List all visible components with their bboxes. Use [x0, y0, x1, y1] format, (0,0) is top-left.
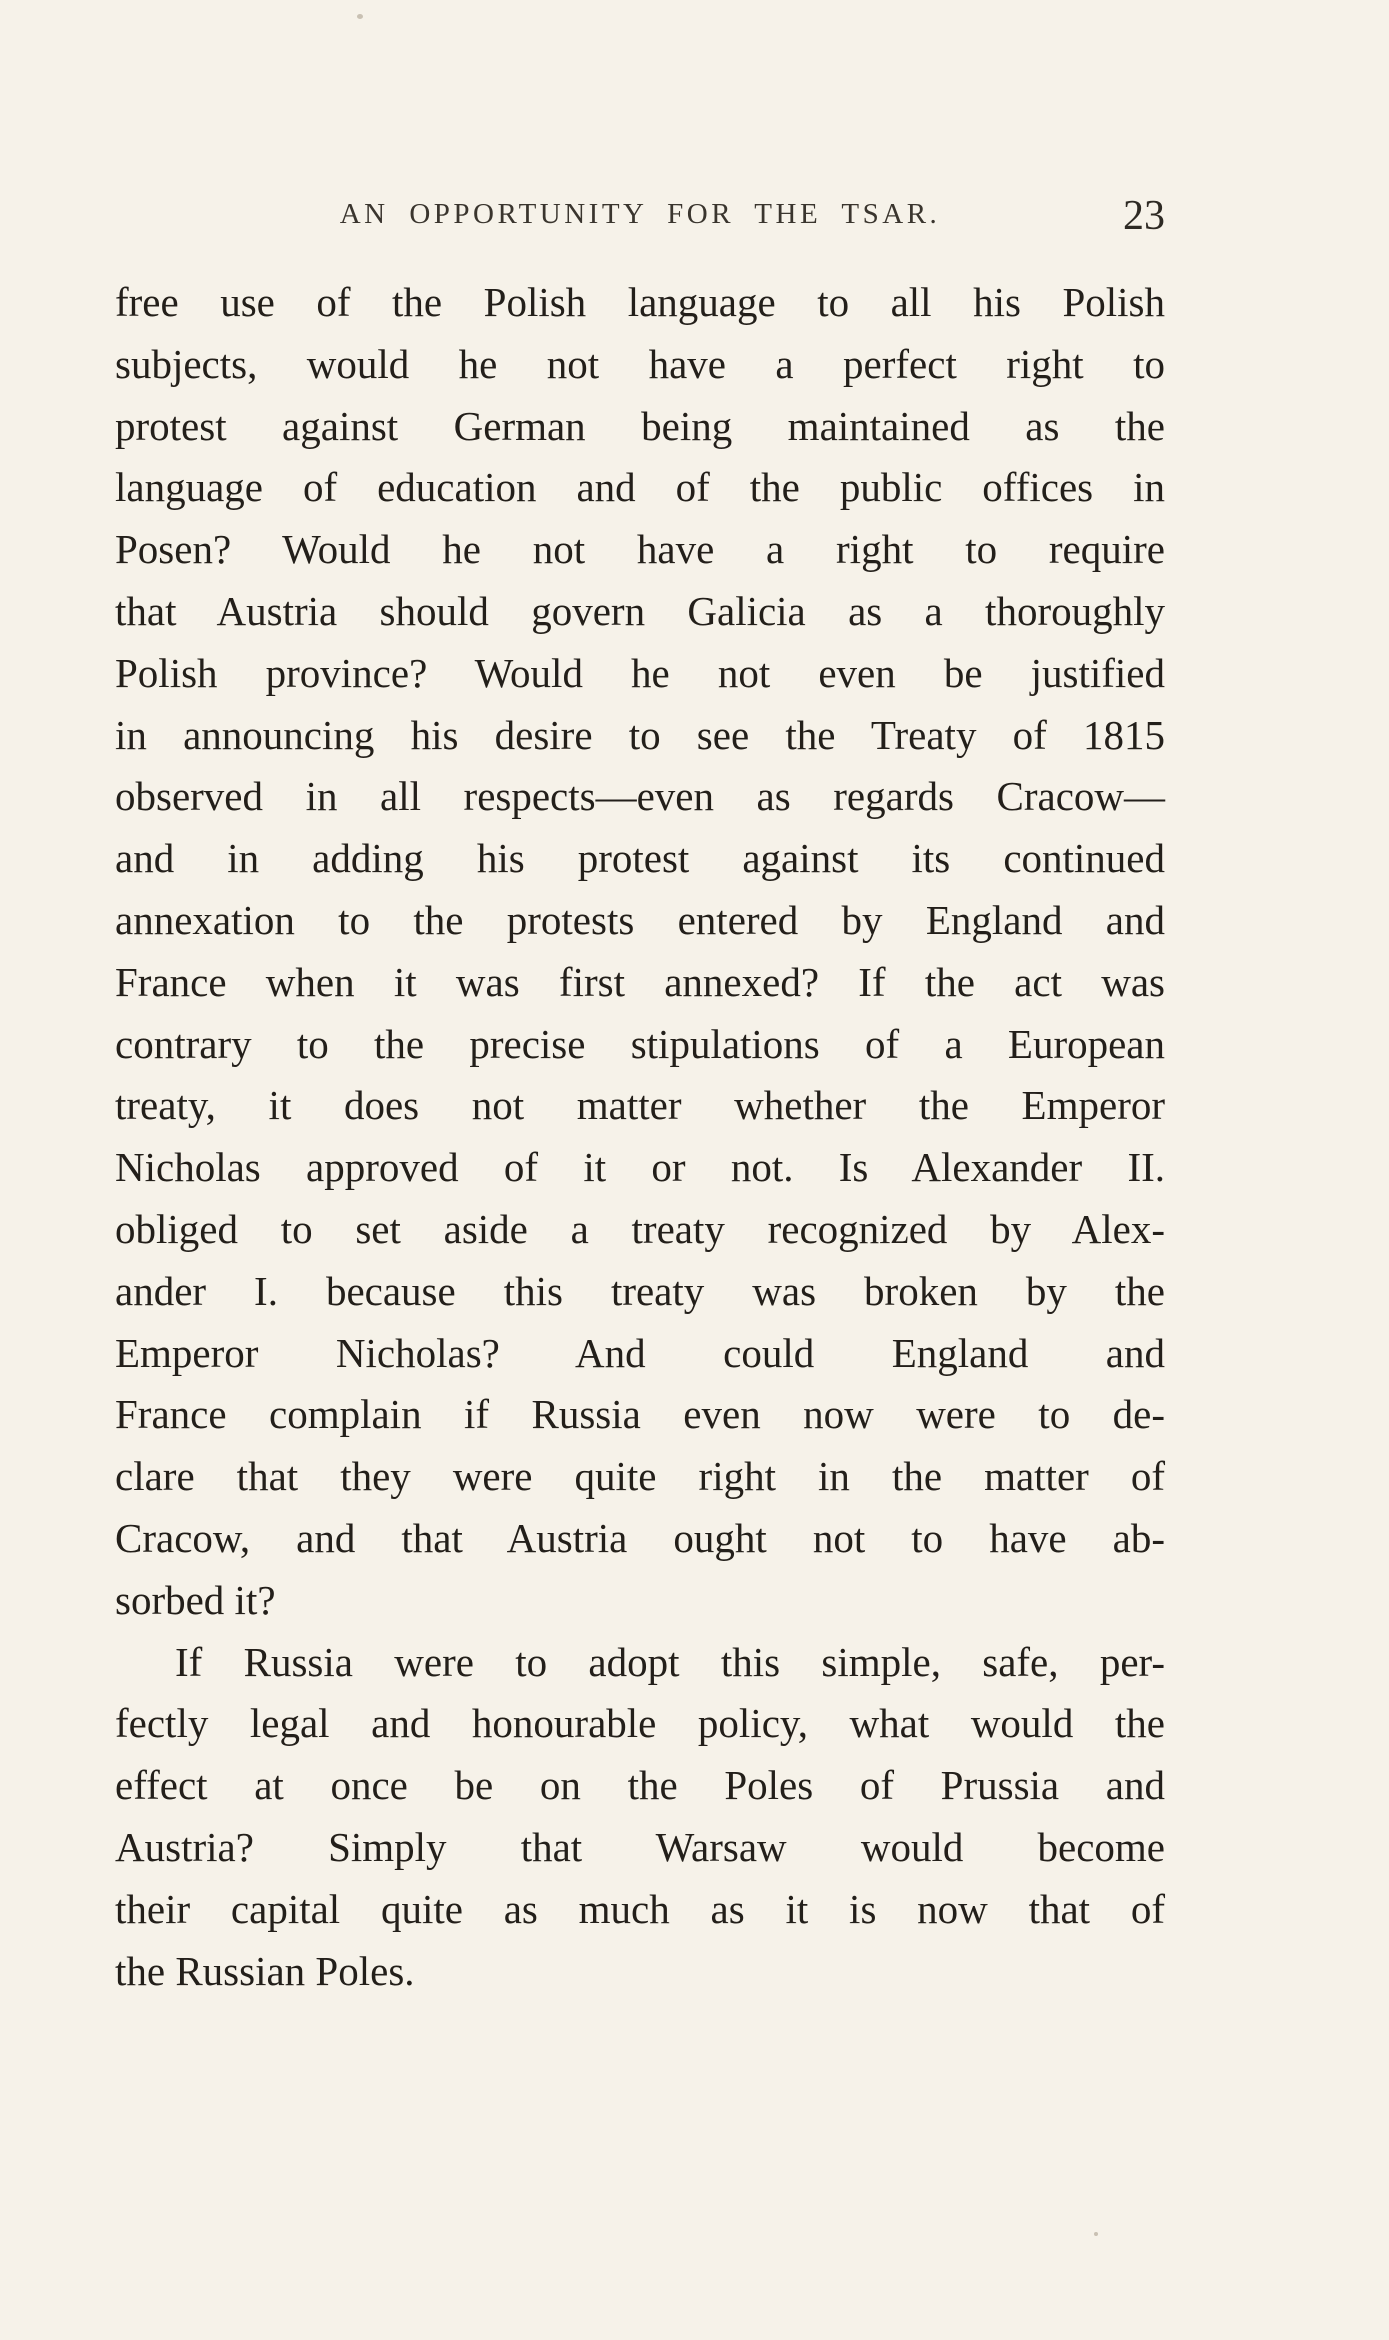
- text-line: fectly legal and honourable policy, what would the: [115, 1700, 1165, 1747]
- text-line: Cracow, and that Austria ought not to have ab-: [115, 1514, 1165, 1561]
- text-line: Austria? Simply that Warsaw would become: [115, 1823, 1165, 1870]
- text-line: that Austria should govern Galicia as a thoroughly: [115, 587, 1165, 634]
- text-line: Emperor Nicholas? And could England and: [115, 1329, 1165, 1376]
- text-line: in announcing his desire to see the Treaty of 1815: [115, 711, 1165, 758]
- text-line: and in adding his protest against its continued: [115, 835, 1165, 882]
- text-line: effect at once be on the Poles of Prussia and: [115, 1762, 1165, 1809]
- text-line: their capital quite as much as it is now that of: [115, 1885, 1165, 1932]
- text-line: Posen? Would he not have a right to require: [115, 526, 1165, 573]
- text-line: annexation to the protests entered by England and: [115, 896, 1165, 943]
- text-line: France complain if Russia even now were to de-: [115, 1391, 1165, 1438]
- text-line: ander I. because this treaty was broken by the: [115, 1267, 1165, 1314]
- text-line: subjects, would he not have a perfect right to: [115, 340, 1165, 387]
- text-line: sorbed it?: [115, 1576, 276, 1623]
- paper-speck: [1094, 2232, 1098, 2236]
- text-line: free use of the Polish language to all his Polish: [115, 279, 1165, 325]
- text-line: observed in all respects—even as regards Cracow—: [115, 773, 1165, 820]
- body-text: [115, 272, 1165, 2002]
- text-line: Nicholas approved of it or not. Is Alexander II.: [115, 1144, 1165, 1191]
- text-line: treaty, it does not matter whether the Emperor: [115, 1082, 1165, 1129]
- running-head: [115, 192, 1165, 242]
- text-line: language of education and of the public offices in: [115, 464, 1165, 511]
- text-line: Polish province? Would he not even be justified: [115, 649, 1165, 696]
- text-line: the Russian Poles.: [115, 1947, 415, 1994]
- paragraph-first-line: If Russia were to adopt this simple, safe, per-: [175, 1638, 1165, 1685]
- text-line: clare that they were quite right in the matter of: [115, 1453, 1165, 1500]
- text-line: obliged to set aside a treaty recognized by Alex-: [115, 1205, 1165, 1252]
- running-title: AN OPPORTUNITY FOR THE TSAR.: [339, 198, 941, 230]
- text-line: France when it was first annexed? If the act was: [115, 958, 1165, 1005]
- text-line: contrary to the precise stipulations of a European: [115, 1020, 1165, 1067]
- text-line: protest against German being maintained as the: [115, 402, 1165, 449]
- page-number: 23: [1123, 193, 1165, 239]
- paper-speck: [357, 14, 363, 19]
